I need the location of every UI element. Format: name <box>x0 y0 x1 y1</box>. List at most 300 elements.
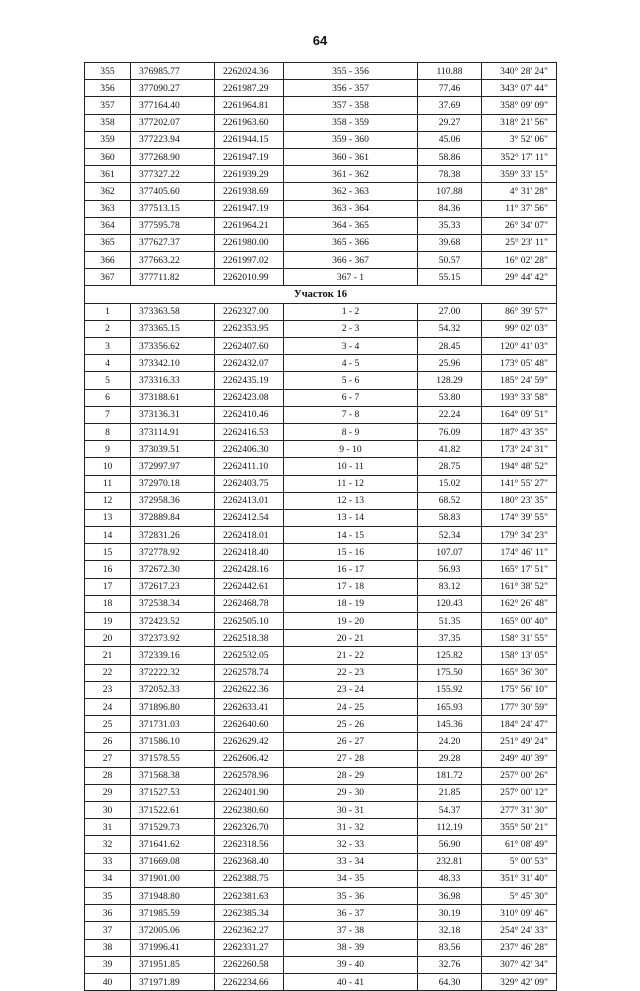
distance: 21.85 <box>418 784 482 801</box>
table-row <box>85 956 557 973</box>
bearing: 194° 48' 52" <box>482 458 557 475</box>
y-coordinate: 2262410.46 <box>215 406 284 423</box>
point-number: 24 <box>85 698 131 715</box>
segment: 1 - 2 <box>284 303 418 320</box>
y-coordinate: 2262629.42 <box>215 733 284 750</box>
bearing: 187° 43' 35" <box>482 423 557 440</box>
distance: 28.45 <box>418 338 482 355</box>
y-coordinate: 2262418.01 <box>215 527 284 544</box>
table-row <box>85 423 557 440</box>
table-row <box>85 320 557 337</box>
distance: 51.35 <box>418 613 482 630</box>
table-row <box>85 217 557 234</box>
bearing: 340° 28' 24" <box>482 63 557 80</box>
point-number: 359 <box>85 131 131 148</box>
table-body-previous-section <box>85 63 557 286</box>
y-coordinate: 2262423.08 <box>215 389 284 406</box>
table-row <box>85 406 557 423</box>
segment: 358 - 359 <box>284 114 418 131</box>
point-number: 4 <box>85 355 131 372</box>
table-row <box>85 939 557 956</box>
x-coordinate: 371971.89 <box>131 973 215 990</box>
distance: 52.34 <box>418 527 482 544</box>
point-number: 9 <box>85 441 131 458</box>
distance: 112.19 <box>418 819 482 836</box>
section-title: Участок 16 <box>85 286 557 303</box>
segment: 3 - 4 <box>284 338 418 355</box>
bearing: 358° 09' 09" <box>482 97 557 114</box>
x-coordinate: 372672.30 <box>131 561 215 578</box>
distance: 35.33 <box>418 217 482 234</box>
segment: 21 - 22 <box>284 647 418 664</box>
bearing: 184° 24' 47" <box>482 716 557 733</box>
distance: 76.09 <box>418 423 482 440</box>
distance: 78.38 <box>418 166 482 183</box>
table-row <box>85 338 557 355</box>
y-coordinate: 2261963.60 <box>215 114 284 131</box>
bearing: 310° 09' 46" <box>482 905 557 922</box>
distance: 120.43 <box>418 595 482 612</box>
bearing: 86° 39' 57" <box>482 303 557 320</box>
x-coordinate: 372423.52 <box>131 613 215 630</box>
distance: 29.28 <box>418 750 482 767</box>
point-number: 357 <box>85 97 131 114</box>
y-coordinate: 2262407.60 <box>215 338 284 355</box>
distance: 22.24 <box>418 406 482 423</box>
distance: 15.02 <box>418 475 482 492</box>
x-coordinate: 371669.08 <box>131 853 215 870</box>
point-number: 21 <box>85 647 131 664</box>
distance: 41.82 <box>418 441 482 458</box>
point-number: 25 <box>85 716 131 733</box>
point-number: 38 <box>85 939 131 956</box>
x-coordinate: 373365.15 <box>131 320 215 337</box>
segment: 35 - 36 <box>284 888 418 905</box>
distance: 54.32 <box>418 320 482 337</box>
y-coordinate: 2262406.30 <box>215 441 284 458</box>
bearing: 5° 00' 53" <box>482 853 557 870</box>
point-number: 363 <box>85 200 131 217</box>
point-number: 5 <box>85 372 131 389</box>
table-row <box>85 698 557 715</box>
point-number: 23 <box>85 681 131 698</box>
segment: 37 - 38 <box>284 922 418 939</box>
y-coordinate: 2262578.74 <box>215 664 284 681</box>
y-coordinate: 2262327.00 <box>215 303 284 320</box>
x-coordinate: 372778.92 <box>131 544 215 561</box>
x-coordinate: 372339.16 <box>131 647 215 664</box>
distance: 30.19 <box>418 905 482 922</box>
bearing: 99° 02' 03" <box>482 320 557 337</box>
segment: 29 - 30 <box>284 784 418 801</box>
table-row <box>85 372 557 389</box>
segment: 39 - 40 <box>284 956 418 973</box>
distance: 50.57 <box>418 252 482 269</box>
distance: 128.29 <box>418 372 482 389</box>
y-coordinate: 2262260.58 <box>215 956 284 973</box>
distance: 48.33 <box>418 870 482 887</box>
segment: 25 - 26 <box>284 716 418 733</box>
y-coordinate: 2262578.96 <box>215 767 284 784</box>
segment: 38 - 39 <box>284 939 418 956</box>
point-number: 6 <box>85 389 131 406</box>
table-row <box>85 527 557 544</box>
section-header-row <box>85 286 557 303</box>
x-coordinate: 371951.85 <box>131 956 215 973</box>
point-number: 31 <box>85 819 131 836</box>
bearing: 161° 38' 52" <box>482 578 557 595</box>
segment: 26 - 27 <box>284 733 418 750</box>
y-coordinate: 2262633.41 <box>215 698 284 715</box>
bearing: 61° 08' 49" <box>482 836 557 853</box>
point-number: 13 <box>85 509 131 526</box>
table-row <box>85 458 557 475</box>
y-coordinate: 2262428.16 <box>215 561 284 578</box>
distance: 232.81 <box>418 853 482 870</box>
distance: 32.18 <box>418 922 482 939</box>
table-row <box>85 784 557 801</box>
bearing: 25° 23' 11" <box>482 234 557 251</box>
distance: 165.93 <box>418 698 482 715</box>
y-coordinate: 2262368.40 <box>215 853 284 870</box>
segment: 16 - 17 <box>284 561 418 578</box>
distance: 64.30 <box>418 973 482 990</box>
table-row <box>85 509 557 526</box>
y-coordinate: 2262385.34 <box>215 905 284 922</box>
y-coordinate: 2262331.27 <box>215 939 284 956</box>
segment: 355 - 356 <box>284 63 418 80</box>
segment: 27 - 28 <box>284 750 418 767</box>
point-number: 358 <box>85 114 131 131</box>
bearing: 237° 46' 28" <box>482 939 557 956</box>
distance: 29.27 <box>418 114 482 131</box>
x-coordinate: 373114.91 <box>131 423 215 440</box>
table-row <box>85 888 557 905</box>
y-coordinate: 2262442.61 <box>215 578 284 595</box>
x-coordinate: 372005.06 <box>131 922 215 939</box>
point-number: 355 <box>85 63 131 80</box>
distance: 125.82 <box>418 647 482 664</box>
y-coordinate: 2261947.19 <box>215 148 284 165</box>
x-coordinate: 372831.26 <box>131 527 215 544</box>
x-coordinate: 377223.94 <box>131 131 215 148</box>
table-row <box>85 630 557 647</box>
table-row <box>85 475 557 492</box>
table-row <box>85 664 557 681</box>
table-row <box>85 750 557 767</box>
y-coordinate: 2262388.75 <box>215 870 284 887</box>
distance: 55.15 <box>418 269 482 286</box>
y-coordinate: 2262234.66 <box>215 973 284 990</box>
bearing: 165° 00' 40" <box>482 613 557 630</box>
table-row <box>85 836 557 853</box>
bearing: 162° 26' 48" <box>482 595 557 612</box>
bearing: 307° 42' 34" <box>482 956 557 973</box>
x-coordinate: 372617.23 <box>131 578 215 595</box>
table-row <box>85 922 557 939</box>
distance: 77.46 <box>418 80 482 97</box>
bearing: 352° 17' 11" <box>482 148 557 165</box>
distance: 32.76 <box>418 956 482 973</box>
point-number: 22 <box>85 664 131 681</box>
segment: 6 - 7 <box>284 389 418 406</box>
segment: 32 - 33 <box>284 836 418 853</box>
y-coordinate: 2261939.29 <box>215 166 284 183</box>
x-coordinate: 373039.51 <box>131 441 215 458</box>
x-coordinate: 377663.22 <box>131 252 215 269</box>
y-coordinate: 2261938.69 <box>215 183 284 200</box>
distance: 58.83 <box>418 509 482 526</box>
y-coordinate: 2262353.95 <box>215 320 284 337</box>
x-coordinate: 371985.59 <box>131 905 215 922</box>
distance: 83.12 <box>418 578 482 595</box>
x-coordinate: 371641.62 <box>131 836 215 853</box>
bearing: 277° 31' 30" <box>482 802 557 819</box>
point-number: 39 <box>85 956 131 973</box>
segment: 5 - 6 <box>284 372 418 389</box>
distance: 107.88 <box>418 183 482 200</box>
table-row <box>85 870 557 887</box>
distance: 36.98 <box>418 888 482 905</box>
point-number: 366 <box>85 252 131 269</box>
segment: 24 - 25 <box>284 698 418 715</box>
bearing: 351° 31' 40" <box>482 870 557 887</box>
y-coordinate: 2262416.53 <box>215 423 284 440</box>
bearing: 174° 46' 11" <box>482 544 557 561</box>
table-row <box>85 853 557 870</box>
table-row <box>85 63 557 80</box>
y-coordinate: 2262432.07 <box>215 355 284 372</box>
x-coordinate: 377627.37 <box>131 234 215 251</box>
x-coordinate: 371901.00 <box>131 870 215 887</box>
segment: 367 - 1 <box>284 269 418 286</box>
page-number: 64 <box>312 33 328 48</box>
bearing: 165° 17' 51" <box>482 561 557 578</box>
segment: 2 - 3 <box>284 320 418 337</box>
distance: 175.50 <box>418 664 482 681</box>
y-coordinate: 2261980.00 <box>215 234 284 251</box>
coordinates-table <box>84 62 557 991</box>
bearing: 251° 49' 24" <box>482 733 557 750</box>
bearing: 164° 09' 51" <box>482 406 557 423</box>
table-row <box>85 595 557 612</box>
x-coordinate: 373356.62 <box>131 338 215 355</box>
x-coordinate: 372538.34 <box>131 595 215 612</box>
distance: 39.68 <box>418 234 482 251</box>
x-coordinate: 373342.10 <box>131 355 215 372</box>
y-coordinate: 2262413.01 <box>215 492 284 509</box>
x-coordinate: 372997.97 <box>131 458 215 475</box>
segment: 357 - 358 <box>284 97 418 114</box>
table-row <box>85 647 557 664</box>
point-number: 34 <box>85 870 131 887</box>
table-row <box>85 681 557 698</box>
x-coordinate: 377202.07 <box>131 114 215 131</box>
point-number: 40 <box>85 973 131 990</box>
table-row <box>85 561 557 578</box>
table-row <box>85 819 557 836</box>
bearing: 11° 37' 56" <box>482 200 557 217</box>
point-number: 27 <box>85 750 131 767</box>
distance: 53.80 <box>418 389 482 406</box>
segment: 360 - 361 <box>284 148 418 165</box>
table-row <box>85 131 557 148</box>
segment: 33 - 34 <box>284 853 418 870</box>
y-coordinate: 2262418.40 <box>215 544 284 561</box>
y-coordinate: 2261987.29 <box>215 80 284 97</box>
point-number: 19 <box>85 613 131 630</box>
segment: 7 - 8 <box>284 406 418 423</box>
bearing: 359° 33' 15" <box>482 166 557 183</box>
x-coordinate: 371996.41 <box>131 939 215 956</box>
y-coordinate: 2262010.99 <box>215 269 284 286</box>
x-coordinate: 377327.22 <box>131 166 215 183</box>
point-number: 18 <box>85 595 131 612</box>
x-coordinate: 372958.36 <box>131 492 215 509</box>
point-number: 360 <box>85 148 131 165</box>
x-coordinate: 377595.78 <box>131 217 215 234</box>
distance: 56.93 <box>418 561 482 578</box>
bearing: 29° 44' 42" <box>482 269 557 286</box>
bearing: 175° 56' 10" <box>482 681 557 698</box>
distance: 68.52 <box>418 492 482 509</box>
distance: 107.07 <box>418 544 482 561</box>
bearing: 158° 13' 05" <box>482 647 557 664</box>
y-coordinate: 2262024.36 <box>215 63 284 80</box>
y-coordinate: 2261964.21 <box>215 217 284 234</box>
point-number: 362 <box>85 183 131 200</box>
distance: 28.75 <box>418 458 482 475</box>
distance: 45.06 <box>418 131 482 148</box>
table-row <box>85 80 557 97</box>
segment: 362 - 363 <box>284 183 418 200</box>
point-number: 364 <box>85 217 131 234</box>
point-number: 361 <box>85 166 131 183</box>
y-coordinate: 2262435.19 <box>215 372 284 389</box>
bearing: 3° 52' 06" <box>482 131 557 148</box>
bearing: 318° 21' 56" <box>482 114 557 131</box>
table-row <box>85 114 557 131</box>
x-coordinate: 376985.77 <box>131 63 215 80</box>
segment: 361 - 362 <box>284 166 418 183</box>
point-number: 11 <box>85 475 131 492</box>
bearing: 179° 34' 23" <box>482 527 557 544</box>
point-number: 10 <box>85 458 131 475</box>
segment: 22 - 23 <box>284 664 418 681</box>
y-coordinate: 2262468.78 <box>215 595 284 612</box>
x-coordinate: 371529.73 <box>131 819 215 836</box>
bearing: 174° 39' 55" <box>482 509 557 526</box>
segment: 23 - 24 <box>284 681 418 698</box>
point-number: 30 <box>85 802 131 819</box>
section-header <box>85 286 557 303</box>
point-number: 33 <box>85 853 131 870</box>
distance: 181.72 <box>418 767 482 784</box>
segment: 356 - 357 <box>284 80 418 97</box>
bearing: 5° 45' 30" <box>482 888 557 905</box>
distance: 56.90 <box>418 836 482 853</box>
y-coordinate: 2262622.36 <box>215 681 284 698</box>
bearing: 120° 41' 03" <box>482 338 557 355</box>
distance: 27.00 <box>418 303 482 320</box>
point-number: 367 <box>85 269 131 286</box>
segment: 19 - 20 <box>284 613 418 630</box>
point-number: 20 <box>85 630 131 647</box>
segment: 4 - 5 <box>284 355 418 372</box>
segment: 14 - 15 <box>284 527 418 544</box>
segment: 365 - 366 <box>284 234 418 251</box>
x-coordinate: 372222.32 <box>131 664 215 681</box>
segment: 10 - 11 <box>284 458 418 475</box>
point-number: 16 <box>85 561 131 578</box>
bearing: 26° 34' 07" <box>482 217 557 234</box>
y-coordinate: 2262380.60 <box>215 802 284 819</box>
x-coordinate: 373136.31 <box>131 406 215 423</box>
point-number: 35 <box>85 888 131 905</box>
x-coordinate: 377164.40 <box>131 97 215 114</box>
y-coordinate: 2262640.60 <box>215 716 284 733</box>
y-coordinate: 2261964.81 <box>215 97 284 114</box>
x-coordinate: 371586.10 <box>131 733 215 750</box>
table-row <box>85 183 557 200</box>
segment: 20 - 21 <box>284 630 418 647</box>
distance: 145.36 <box>418 716 482 733</box>
distance: 37.35 <box>418 630 482 647</box>
x-coordinate: 371948.80 <box>131 888 215 905</box>
distance: 84.36 <box>418 200 482 217</box>
bearing: 254° 24' 33" <box>482 922 557 939</box>
distance: 25.96 <box>418 355 482 372</box>
table-body-section-16 <box>85 303 557 991</box>
bearing: 185° 24' 59" <box>482 372 557 389</box>
x-coordinate: 372373.92 <box>131 630 215 647</box>
bearing: 180° 23' 35" <box>482 492 557 509</box>
table-row <box>85 733 557 750</box>
point-number: 29 <box>85 784 131 801</box>
bearing: 343° 07' 44" <box>482 80 557 97</box>
segment: 9 - 10 <box>284 441 418 458</box>
bearing: 173° 05' 48" <box>482 355 557 372</box>
distance: 155.92 <box>418 681 482 698</box>
bearing: 16° 02' 28" <box>482 252 557 269</box>
point-number: 15 <box>85 544 131 561</box>
point-number: 12 <box>85 492 131 509</box>
x-coordinate: 373188.61 <box>131 389 215 406</box>
y-coordinate: 2261944.15 <box>215 131 284 148</box>
y-coordinate: 2262518.38 <box>215 630 284 647</box>
table-row <box>85 389 557 406</box>
segment: 366 - 367 <box>284 252 418 269</box>
segment: 15 - 16 <box>284 544 418 561</box>
segment: 364 - 365 <box>284 217 418 234</box>
segment: 12 - 13 <box>284 492 418 509</box>
point-number: 7 <box>85 406 131 423</box>
x-coordinate: 371522.61 <box>131 802 215 819</box>
distance: 54.37 <box>418 802 482 819</box>
y-coordinate: 2262532.05 <box>215 647 284 664</box>
bearing: 177° 30' 59" <box>482 698 557 715</box>
bearing: 141° 55' 27" <box>482 475 557 492</box>
table-row <box>85 200 557 217</box>
point-number: 14 <box>85 527 131 544</box>
y-coordinate: 2262606.42 <box>215 750 284 767</box>
distance: 58.86 <box>418 148 482 165</box>
table-row <box>85 767 557 784</box>
bearing: 257° 00' 12" <box>482 784 557 801</box>
point-number: 28 <box>85 767 131 784</box>
y-coordinate: 2262362.27 <box>215 922 284 939</box>
segment: 30 - 31 <box>284 802 418 819</box>
